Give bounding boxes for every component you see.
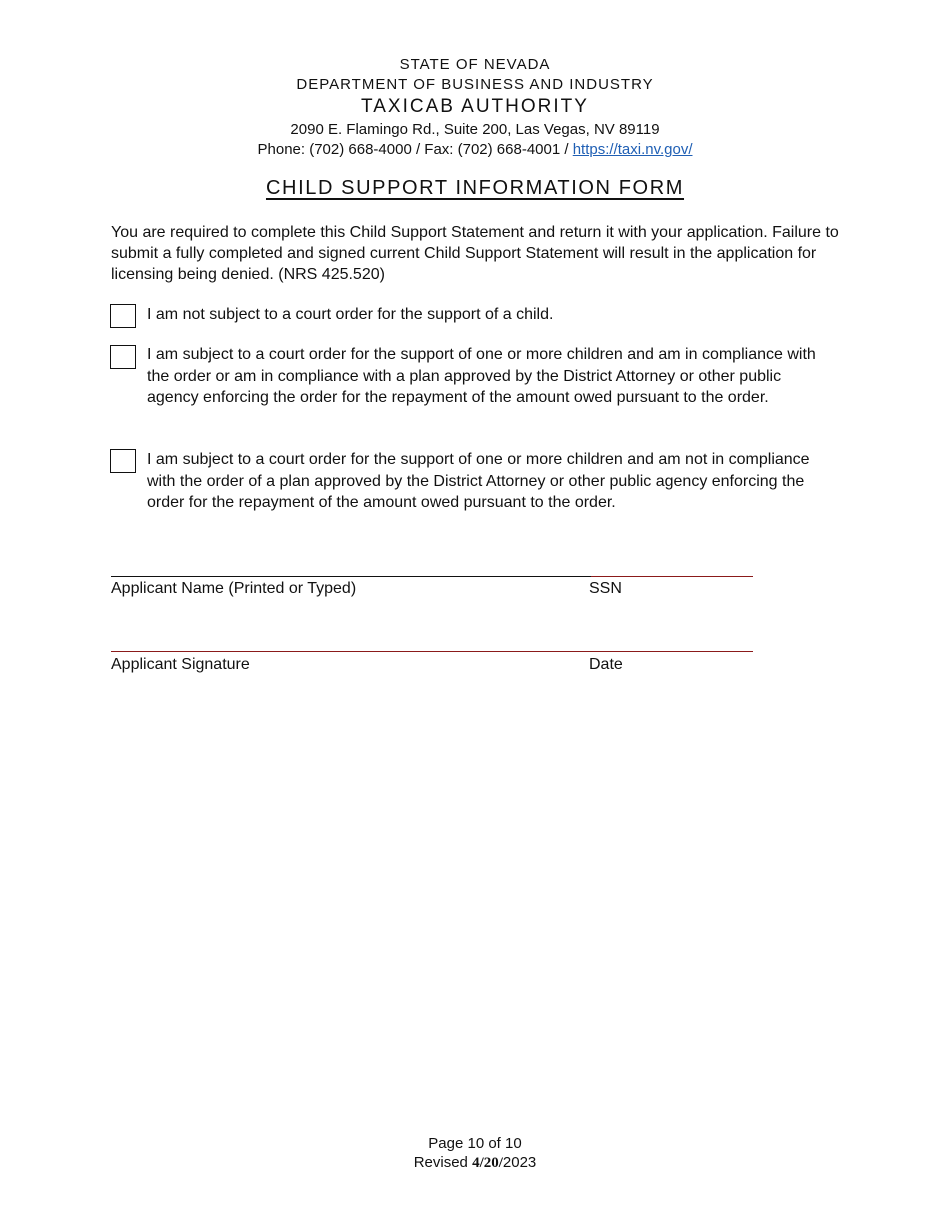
agency-heading: TAXICAB AUTHORITY bbox=[361, 96, 589, 117]
page-number: Page 10 of 10 bbox=[428, 1135, 522, 1152]
state-heading: STATE OF NEVADA bbox=[399, 56, 551, 73]
option-2-text: I am subject to a court order for the support of one or more children and am in compliance with the order or am in compliance with a plan approved by the District Attorney or other public agency enforcing the order for the repayment of the amount owed pursuant to the order. bbox=[147, 346, 816, 406]
department-heading: DEPARTMENT OF BUSINESS AND INDUSTRY bbox=[296, 76, 654, 93]
contact-line bbox=[0, 141, 950, 158]
revised-year: 2023 bbox=[502, 1154, 537, 1171]
ssn-line-segment bbox=[591, 576, 753, 577]
website-link[interactable]: https://taxi.nv.gov/ bbox=[572, 141, 693, 158]
address-line: 2090 E. Flamingo Rd., Suite 200, Las Vegas, NV 89119 bbox=[290, 121, 660, 138]
applicant-signature-label: Applicant Signature bbox=[111, 656, 250, 673]
applicant-name-label: Applicant Name (Printed or Typed) bbox=[111, 580, 357, 597]
signature-date-line[interactable] bbox=[111, 651, 753, 652]
date-label: Date bbox=[589, 656, 623, 673]
revised-date-bold: 4/20/ bbox=[472, 1155, 503, 1171]
revised-date bbox=[0, 1154, 950, 1172]
ssn-label: SSN bbox=[589, 580, 622, 597]
option-1-text: I am not subject to a court order for the support of a child. bbox=[147, 306, 554, 323]
form-title: CHILD SUPPORT INFORMATION FORM bbox=[265, 177, 685, 199]
option-3-checkbox[interactable] bbox=[110, 449, 136, 473]
option-3-text: I am subject to a court order for the support of one or more children and am not in compliance with the order of a plan approved by the District Attorney or other public agency enforcing the order for the repayment of the amount owed pursuant to the order. bbox=[147, 451, 810, 511]
option-2-checkbox[interactable] bbox=[110, 345, 136, 369]
option-1-checkbox[interactable] bbox=[110, 304, 136, 328]
intro-paragraph: You are required to complete this Child Support Statement and return it with your application. Failure to submit a fully completed and signed current Child Support Statement will result in the application for licensing being denied. (NRS 425.520) bbox=[111, 224, 839, 283]
form-title-wrap bbox=[0, 177, 950, 200]
phone-fax-text: Phone: (702) 668-4000 / Fax: (702) 668-4001 / bbox=[257, 141, 573, 158]
revised-prefix: Revised bbox=[413, 1154, 473, 1171]
name-ssn-signature-line[interactable] bbox=[111, 576, 753, 577]
